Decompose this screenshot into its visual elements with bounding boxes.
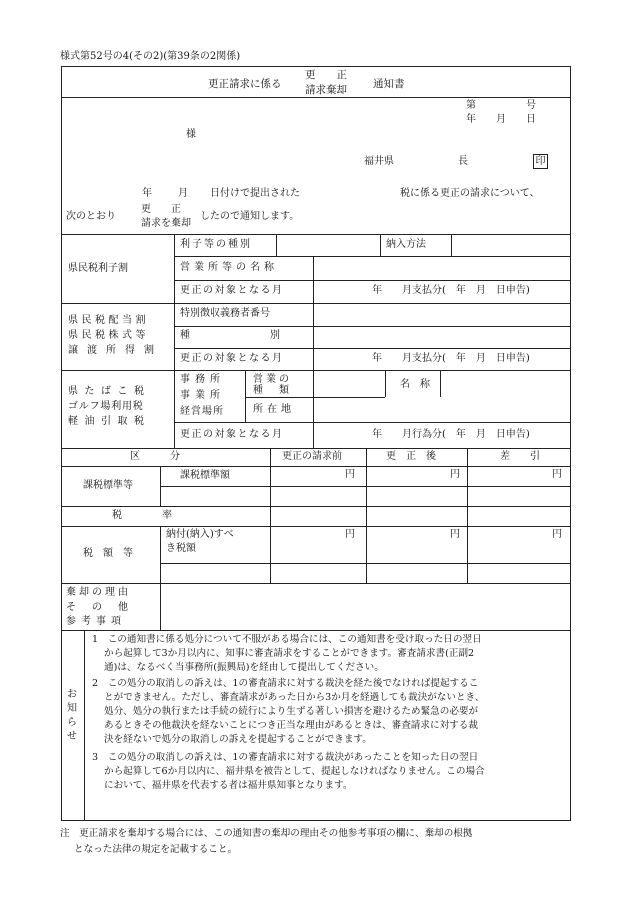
addressee-suffix: 様 <box>186 129 196 140</box>
business-type-label-2: 種 類 <box>253 385 292 396</box>
notice-line: から起算して6か月以内に、福井県を被告として、提起しなければなりません。この場合 <box>104 766 485 777</box>
footnote-line-2: となった法律の規定を記載すること。 <box>74 844 238 855</box>
title-option-correction: 更 正 <box>305 69 347 81</box>
section-interest-label: 県民税利子割 <box>68 263 128 274</box>
section-dividend-label-3: 譲渡所得割 <box>68 345 163 356</box>
col-before-request: 更正の請求前 <box>282 451 342 462</box>
payable-tax-label-2: き税額 <box>166 543 196 554</box>
title-option-rejection: 請求棄却 <box>305 84 347 96</box>
notice-line: 3 この処分の取消しの訴えは、1の審査請求に対する裁決があったことを知った日の翌日 <box>92 752 479 763</box>
tobacco-target-month-value: 年 月行為分( 年 月 日申告) <box>372 429 530 440</box>
body-option-correction: 更 正 <box>141 204 181 215</box>
tax-base-label: 課税標準等 <box>83 480 133 491</box>
body-as-follows: 次のとおり <box>66 211 116 222</box>
form-id: 様式第52号の4(その2)(第39条の2関係) <box>60 51 241 62</box>
yen-after-1: 円 <box>450 469 460 480</box>
payable-tax-label-1: 納付(納入)すべ <box>166 529 234 540</box>
title-suffix: 通知書 <box>373 78 405 90</box>
interest-target-month-value: 年 月支払分( 年 月 日申告) <box>372 285 530 296</box>
address-label: 所在地 <box>253 404 295 415</box>
remarks-label-1: 棄却の理由 <box>66 587 131 598</box>
yen-before-2: 円 <box>345 529 355 540</box>
title-prefix: 更正請求に係る <box>208 78 282 90</box>
dividend-target-month-label: 更正の対象となる月 <box>180 353 284 364</box>
notice-line: とができません。ただし、審査請求があった日から3か月を経過しても裁決がないとき、 <box>104 692 485 703</box>
document-number-label: 第 号 <box>466 100 536 111</box>
seal-mark: 印 <box>533 154 548 169</box>
notice-label: お知らせ <box>67 689 77 742</box>
office-name-label: 営業所等の名称 <box>180 262 278 273</box>
office-label-1: 事務所 <box>180 374 225 385</box>
business-type-label-1: 営業の <box>253 374 292 385</box>
yen-diff-1: 円 <box>552 469 562 480</box>
interest-target-month-label: 更正の対象となる月 <box>180 285 284 296</box>
col-after-correction: 更 正 後 <box>386 451 436 462</box>
document-date-label: 年 月 日 <box>466 114 536 125</box>
notice-line: から起算して3か月以内に、知事に審査請求をすることができます。審査請求書(正副2 <box>104 648 475 659</box>
business-name-label: 名 称 <box>400 379 430 390</box>
interest-kind-label: 利子等の種別 <box>180 239 252 250</box>
body-option-rejection: 請求を棄却 <box>141 218 191 229</box>
tobacco-target-month-label: 更正の対象となる月 <box>180 429 284 440</box>
section-dividend-label-1: 県民税配当割 <box>68 315 149 326</box>
office-label-3: 経営場所 <box>180 406 224 417</box>
notice-line: 通)は、なるべく当事務所(振興局)を経由して提出してください。 <box>104 662 384 673</box>
remarks-label-2: そ の 他 <box>66 602 131 613</box>
body-month: 月 <box>178 188 188 199</box>
dividend-kind-label: 種 別 <box>180 330 280 341</box>
body-year: 年 <box>142 188 152 199</box>
section-tobacco-label-3: 軽油引取税 <box>68 416 151 427</box>
tax-rate-label: 税 率 <box>112 510 172 521</box>
notice-line: 1 この通知書に係る処分について不服がある場合には、この通知書を受け取った日の翌日 <box>92 634 482 645</box>
yen-after-2: 円 <box>450 529 460 540</box>
section-tobacco-label-1: 県たばこ税 <box>68 386 151 397</box>
notice-line: 処分、処分の執行または手続の続行により生ずる著しい損害を避けるため緊急の必要が <box>104 706 479 717</box>
body-notified: したので通知します。 <box>200 211 300 222</box>
col-difference: 差 引 <box>500 451 540 462</box>
tax-base-amount-label: 課税標準額 <box>180 470 230 481</box>
notice-line: 決を経ないで処分の取消しの訴えを提起することができます。 <box>104 734 372 745</box>
payment-method-label: 納入方法 <box>386 239 426 250</box>
section-tobacco-label-2: ゴルフ場利用税 <box>68 401 144 412</box>
issuer-title: 長 <box>458 156 468 167</box>
col-category: 区 分 <box>130 451 180 462</box>
notice-line: において、福井県を代表する者は福井県知事となります。 <box>104 780 353 791</box>
footnote-line-1: 注 更正請求を棄却する場合には、この通知書の棄却の理由その他参考事項の欄に、棄却の根拠 <box>60 828 473 839</box>
yen-before-1: 円 <box>345 469 355 480</box>
office-label-2: 事業所 <box>180 390 225 401</box>
body-submitted-on: 日付けで提出された <box>210 188 300 199</box>
obligor-number-label: 特別徴収義務者番号 <box>180 308 270 319</box>
notice-line: 2 この処分の取消しの訴えは、1の審査請求に対する裁決を経た後でなければ提起するこ <box>92 678 479 689</box>
tax-amount-label: 税 額 等 <box>83 548 133 559</box>
section-dividend-label-2: 県民税株式等 <box>68 330 149 341</box>
yen-diff-2: 円 <box>552 529 562 540</box>
notice-line: あるときその他裁決を経ないことにつき正当な理由があるときは、審査請求に対する裁 <box>104 720 478 731</box>
remarks-label-3: 参考事項 <box>66 616 126 627</box>
body-tax-line: 税に係る更正の請求について、 <box>400 188 540 199</box>
dividend-target-month-value: 年 月支払分( 年 月 日申告) <box>372 353 530 364</box>
issuer-prefecture: 福井県 <box>364 156 394 167</box>
